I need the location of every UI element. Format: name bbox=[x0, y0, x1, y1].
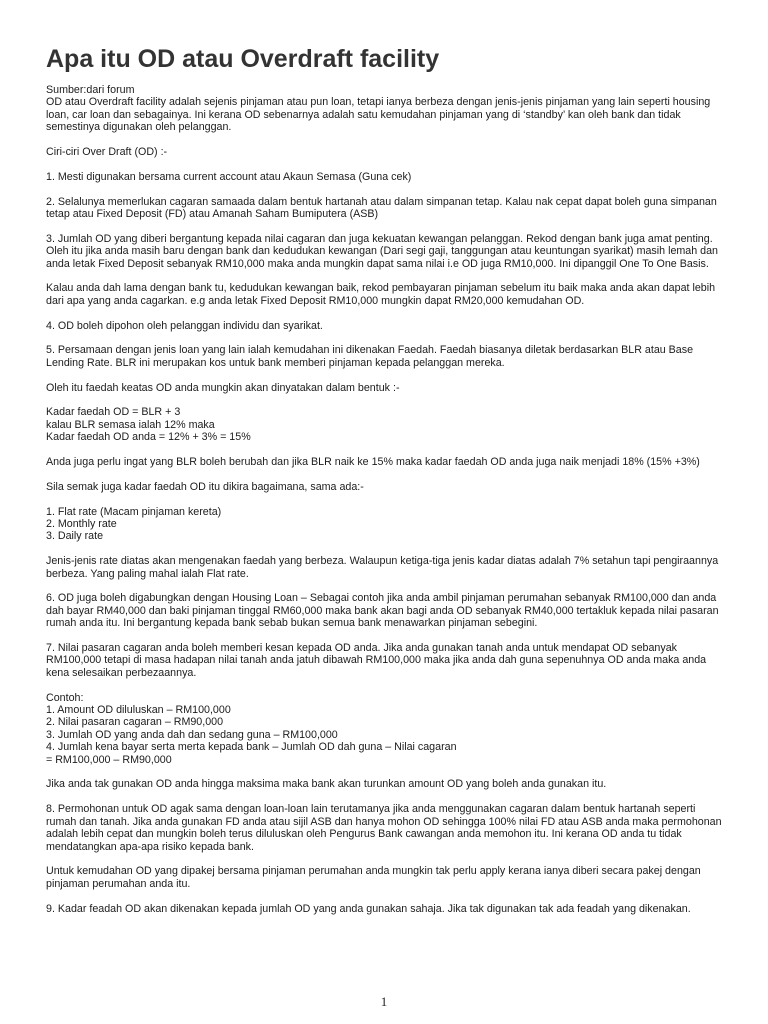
paragraph: Jika anda tak gunakan OD anda hingga maksima maka bank akan turunkan amount OD yang boleh anda gunakan itu. bbox=[46, 778, 607, 791]
paragraph: Kadar faedah OD = BLR + 3 kalau BLR semasa ialah 12% maka Kadar faedah OD anda = 12% + 3% = 15% bbox=[46, 406, 251, 444]
paragraph: Sumber:dari forum OD atau Overdraft facility adalah sejenis pinjaman atau pun loan, tetapi ianya berbeza dengan jenis-jenis pinjaman yang lain seperti housing loan, car loan dan sebagainya. Ini kerana OD sebenarnya adalah satu kemudahan pinjaman yang di ‘standby’ kan oleh bank dan tidak semestinya digunakan oleh pelanggan. bbox=[46, 84, 711, 134]
paragraph: 4. OD boleh dipohon oleh pelanggan individu dan syarikat. bbox=[46, 319, 323, 332]
document-title: Apa itu OD atau Overdraft facility bbox=[46, 45, 440, 73]
paragraph: 6. OD juga boleh digabungkan dengan Housing Loan – Sebagai contoh jika anda ambil pinjaman perumahan sebanyak RM100,000 dan anda dah bayar RM40,000 dan baki pinjaman tinggal RM60,000 maka bank akan bagi anda OD sebanyak RM40,000 tertakluk kepada nilai pasaran rumah anda itu. Ini bergantung kepada bank sebab bukan semua bank menawarkan pinjaman sebegini. bbox=[46, 592, 719, 630]
paragraph: 7. Nilai pasaran cagaran anda boleh memberi kesan kepada OD anda. Jika anda gunakan tanah anda untuk mendapat OD sebanyak RM100,000 tetapi di masa hadapan nilai tanah anda jatuh dibawah RM100,000 maka jika anda dah guna sepenuhnya OD anda maka anda kena selesaikan perbezaannya. bbox=[46, 642, 707, 679]
paragraph: 2. Selalunya memerlukan cagaran samaada dalam bentuk hartanah atau dalam simpanan tetap. Kalau nak cepat dapat boleh guna simpanan tetap atau Fixed Deposit (FD) atau Amanah Saham Bumiputera (ASB) bbox=[46, 195, 717, 221]
page-number: 1 bbox=[380, 994, 388, 1009]
paragraph: 8. Permohonan untuk OD agak sama dengan loan-loan lain terutamanya jika anda menggunakan cagaran dalam bentuk hartanah seperti rumah dan tanah. Jika anda gunakan FD anda atau sijil ASB dan hanya mohon OD sehingga 100% nilai FD atau ASB anda maka permohonan adalah lebih cepat dan mungkin boleh terus diluluskan oleh Pengurus Bank cawangan anda memohon itu. Ini kerana OD anda tu tidak mendatangkan apa-apa risiko kepada bank. bbox=[46, 803, 722, 853]
paragraph: 1. Mesti digunakan bersama current account atau Akaun Semasa (Guna cek) bbox=[46, 170, 412, 183]
document-body bbox=[46, 84, 726, 915]
paragraph: Sila semak juga kadar faedah OD itu dikira bagaimana, sama ada:- bbox=[46, 480, 364, 493]
paragraph: Oleh itu faedah keatas OD anda mungkin akan dinyatakan dalam bentuk :- bbox=[46, 381, 400, 394]
paragraph: Anda juga perlu ingat yang BLR boleh berubah dan jika BLR naik ke 15% maka kadar faedah OD anda juga naik menjadi 18% (15% +3%) bbox=[46, 456, 700, 469]
paragraph: Contoh: 1. Amount OD diluluskan – RM100,000 2. Nilai pasaran cagaran – RM90,000 3. Jumlah OD yang anda dah dan sedang guna – RM100,000 4. Jumlah kena bayar serta merta kepada bank – Jumlah OD dah guna – Nilai cagaran = RM100,000 – RM90,000 bbox=[46, 691, 457, 766]
paragraph: 5. Persamaan dengan jenis loan yang lain ialah kemudahan ini dikenakan Faedah. Faedah biasanya diletak berdasarkan BLR atau Base Lending Rate. BLR ini merupakan kos untuk bank memberi pinjaman kepada pelanggan mereka. bbox=[46, 344, 694, 369]
paragraph: 1. Flat rate (Macam pinjaman kereta) 2. Monthly rate 3. Daily rate bbox=[46, 505, 222, 543]
paragraph: 3. Jumlah OD yang diberi bergantung kepada nilai cagaran dan juga kekuatan kewangan pelanggan. Rekod dengan bank juga amat penting. Oleh itu jika anda masih baru dengan bank dan kedudukan kewangan (Dari segi gaji, tanggungan atau keuntungan syarikat) masih lemah dan anda letak Fixed Deposit sebanyak RM10,000 maka anda mungkin dapat sama nilai i.e OD juga RM10,000. Ini dipanggil One To One Basis. bbox=[46, 232, 718, 270]
paragraph: Kalau anda dah lama dengan bank tu, kedudukan kewangan baik, rekod pembayaran pinjaman sebelum itu baik maka anda akan dapat lebih dari apa yang anda cagarkan. e.g anda letak Fixed Deposit RM10,000 mungkin dapat RM20,000 kemudahan OD. bbox=[46, 282, 716, 307]
paragraph: Ciri-ciri Over Draft (OD) :- bbox=[46, 146, 168, 159]
paragraph: 9. Kadar feadah OD akan dikenakan kepada jumlah OD yang anda gunakan sahaja. Jika tak digunakan tak ada feadah yang dikenakan. bbox=[46, 902, 691, 915]
paragraph: Untuk kemudahan OD yang dipakej bersama pinjaman perumahan anda mungkin tak perlu apply kerana ianya diberi secara pakej dengan pinjaman perumahan anda itu. bbox=[46, 865, 701, 890]
paragraph: Jenis-jenis rate diatas akan mengenakan faedah yang berbeza. Walaupun ketiga-tiga jenis kadar diatas adalah 7% setahun tapi pengiraannya berbeza. Yang paling mahal ialah Flat rate. bbox=[46, 555, 719, 580]
